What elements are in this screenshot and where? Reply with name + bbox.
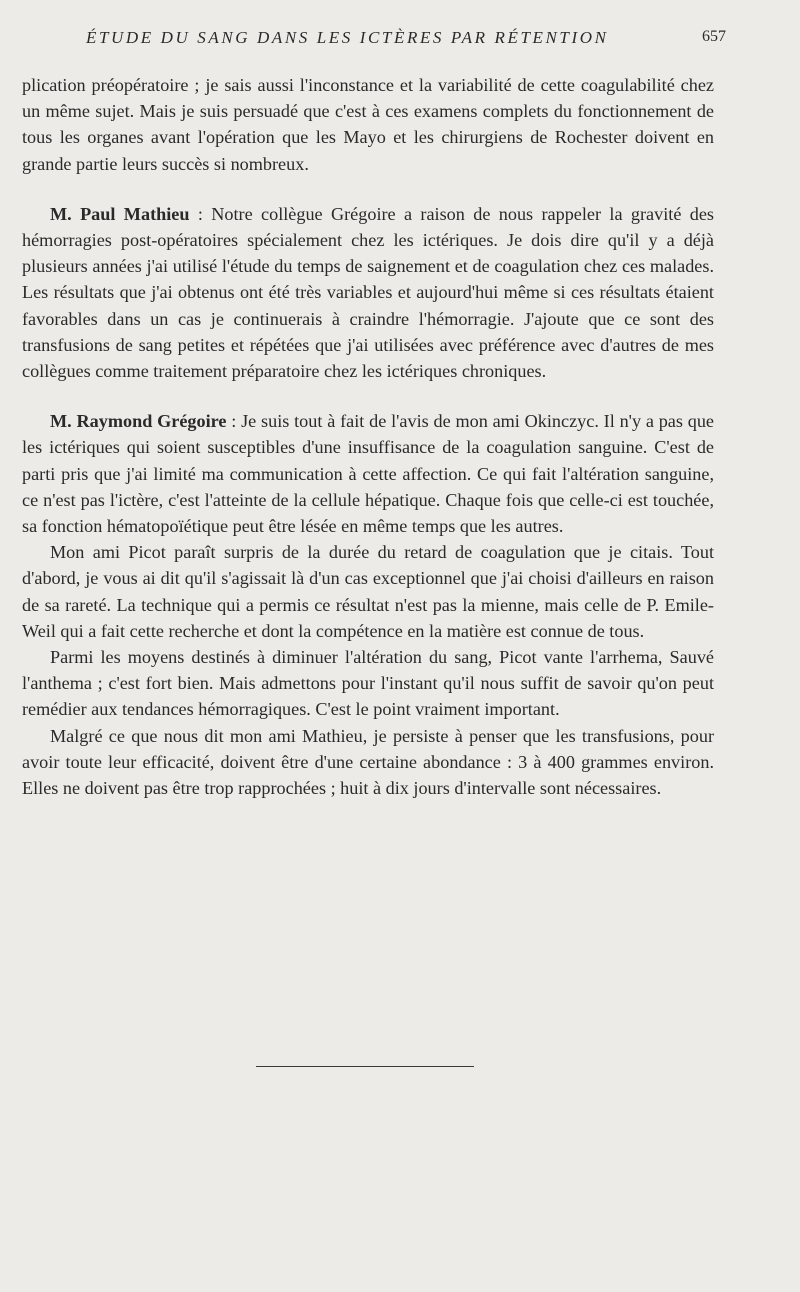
paragraph-mathieu (22, 201, 714, 384)
page-header (86, 28, 726, 52)
paragraph-text: Parmi les moyens destinés à diminuer l'altération du sang, Picot vante l'arrhema, Sauvé l'anthema ; c'est fort bien. Mais admettons pour l'instant qu'il nous suffit de savoir qu'on peut remédier aux tendances hémorragiques. C'est le point vraiment important. (22, 647, 714, 720)
paragraph-text: Malgré ce que nous dit mon ami Mathieu, je persiste à penser que les transfusions, pour avoir toute leur efficacité, doivent être d'une certaine abondance : 3 à 400 grammes environ. Elles ne doivent pas être trop rapprochées ; huit à dix jours d'intervalle sont nécessaires. (22, 725, 714, 799)
running-title: ÉTUDE DU SANG DANS LES ICTÈRES PAR RÉTENTION (86, 28, 609, 47)
paragraph-text: : Notre collègue Grégoire a raison de nous rappeler la gravité des hémorragies post-opératoires spécialement chez les ictériques. Je dois dire qu'il y a déjà plusieurs années j'ai utilisé l'étude du temps de saignement et de coagulation chez ces malades. Les résultats que j'ai obtenus ont été très variables et aujourd'hui même si ces résultats étaient favorables dans un cas je continuerais à craindre l'hémorragie. J'ajoute que ce sont des transfusions de sang petites et répétées que j'ai utilisées avec préférence avec d'autres de mes collègues comme traitement préparatoire chez les ictériques chroniques. (22, 203, 714, 382)
paragraph-picot (22, 539, 714, 644)
paragraph-text: plication préopératoire ; je sais aussi l'inconstance et la variabilité de cette coagulabilité chez un même sujet. Mais je suis persuadé que c'est à ces examens complets du fonctionnement de tous les organes avant l'opération que les Mayo et les chirurgiens de Rochester doivent en grande partie leurs succès si nombreux. (22, 75, 714, 174)
paragraph-transfusions (22, 723, 714, 802)
page-number: 657 (702, 28, 726, 45)
paragraph-gregoire (22, 408, 714, 539)
speaker-name: M. Paul Mathieu (50, 203, 190, 224)
paragraph-text: : Je suis tout à fait de l'avis de mon ami Okinczyc. Il n'y a pas que les ictériques qui soient susceptibles d'une insuffisance de la coagulation sanguine. C'est de parti pris que j'ai limité ma communication à cette affection. Ce qui fait l'altération sanguine, ce n'est pas l'ictère, c'est l'atteinte de la cellule hépatique. Chaque fois que celle-ci est touchée, sa fonction hématopoïétique peut être lésée en même temps que les autres. (22, 411, 715, 537)
section-end-rule (256, 1066, 474, 1067)
body-text (22, 72, 714, 801)
speaker-name: M. Raymond Grégoire (50, 411, 227, 432)
paragraph-moyens (22, 644, 714, 723)
paragraph-text: Mon ami Picot paraît surpris de la durée du retard de coagulation que je citais. Tout d'abord, je vous ai dit qu'il s'agissait là d'un cas exceptionnel que j'ai choisi d'ailleurs en raison de sa rareté. La technique qui a permis ce résultat n'est pas la mienne, mais celle de P. Emile-Weil qui a fait cette recherche et dont la compétence en la matière est connue de tous. (22, 542, 714, 641)
paragraph-continuation (22, 72, 714, 177)
